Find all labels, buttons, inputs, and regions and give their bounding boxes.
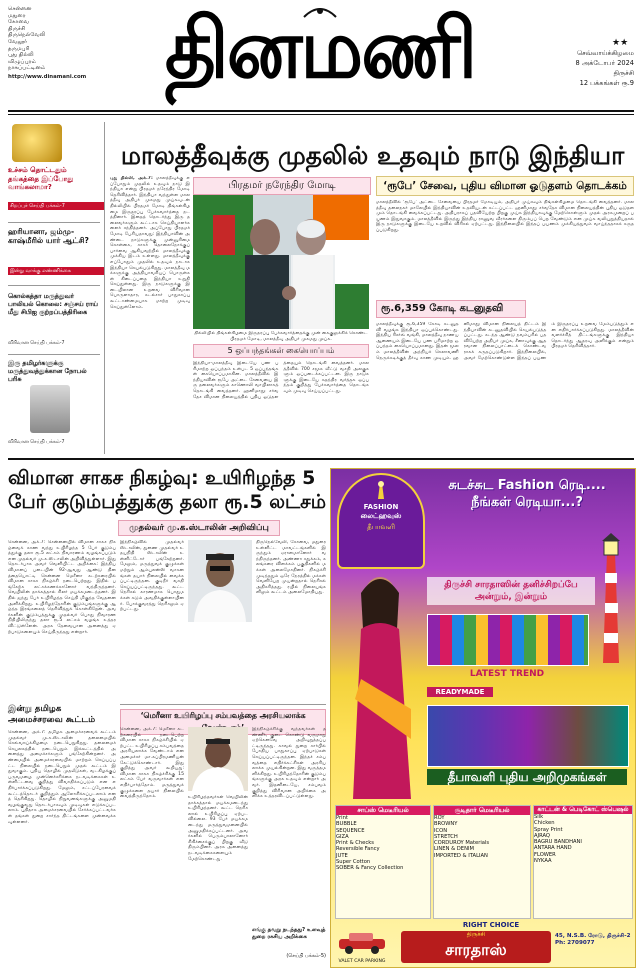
quote-body-3: இந்நிகழ்ச்சிக்கு வந்தவர்கள் தண்ணீர், குடை கொண்டு வருமாறு ஏற்கெனவே அறிவுறுத்தப்பட்டிருந்தது. காவல் துறை சார்பில் போதிய பாதுகாப்பு ஏற்பாடுகள் செய்யப்பட்டிருந்தன. இந்தச் சம்பவத்தை எதிர்க்கட்சிகள் அரசியலாக்க முயல்கின்றன. இது வருத்தமளிக்கிறது. உயிரிழந்தோரின் குடும்பங்களுக்கு அரசு உதவும் என்றார் அவர். இதனிடையே, சம்பவம் குறித்து விரிவான அறிக்கை அளிக்க உத்தரவிடப்பட்டுள்ளது. (252, 727, 326, 800)
teaser-card[interactable] (8, 355, 100, 453)
ad-brand-name: சாரதாஸ் (445, 940, 507, 959)
ad-saree-photo (427, 705, 629, 767)
ad-fabric-photo (427, 614, 589, 666)
saradhas-ad[interactable] (330, 468, 636, 968)
edition: சென்னை (8, 6, 32, 12)
ad-col-1-item: Reversible Fancy (336, 846, 380, 853)
agreements-box (193, 344, 369, 448)
ad-col-1 (335, 805, 431, 919)
issue-date: 8 அக்டோபர் 2024 (575, 59, 634, 67)
ad-badge-text: FASHION லைட்ஹவுஸ் (360, 503, 402, 520)
ad-col-3-item: AJRAQ (534, 832, 551, 839)
quote-box (120, 704, 326, 967)
ad-col-3-item: Spray Print (534, 826, 563, 833)
masthead-logo: தினமணி (164, 1, 476, 98)
handshake-photo (193, 195, 369, 329)
edition-list (8, 6, 87, 81)
continued-note[interactable]: (செய்தி பக்கம்-5) (286, 953, 326, 959)
quote-title: ‘மெரீனா உயிரிழப்பு சம்பவத்தை அரசியலாக்க (120, 709, 326, 735)
ad-col-2-item: ROY (434, 815, 445, 821)
teaser-link[interactable]: சிறப்புச் செய்தி பக்கம்-7 (8, 202, 104, 210)
cm-portrait (188, 540, 252, 622)
agreements-label: 5 ஒப்பந்தங்கள் கையொப்பம் (193, 344, 369, 358)
ad-col-1-item: BUBBLE (336, 821, 357, 828)
lead-headline: மாலத்தீவுக்கு முதலில் உதவும் நாடு இந்தியா (120, 141, 625, 170)
ad-badge (337, 473, 425, 569)
side-story-body-2: மாலத்தீவுக்கு ரூ.6,359 கோடி கடனுதவி வழங்க இந்தியா ஒப்புக்கொண்டது. இந்திய ரிசர்வ் வங்கி, மாலத்தீவு நாணய ஆணையம் இடையே பண பரிமாற்ற ஒப்பந்தம் கையொப்பமானது. இதன் மூலம் மாலத்தீவின் அந்நியச் செலாவணி நெருக்கடிக்குத் தீர்வு காண முடியும். ஹனிமாதூ விமான நிலையத் திட்டம் இந்தியாவின் கடனுதவியில் செயல்படுத்தப்பட்டது. கடந்த ஆண்டு நவம்பரில் பதவியேற்ற அதிபர் முய்சு, சீனாவுக்கு ஆதரவான நிலைப்பாட்டைக் கொண்டவராகக் கருதப்படுகிறார். இந்நிலையில், அவர் மேற்கொண்டுள்ள இந்தப் பயணம் இருதரப்பு உறவை மேம்படுத்தும் என எதிர்பார்க்கப்படுகிறது. மாலத்தீவின் வளர்ச்சித் திட்டங்களுக்கு இந்தியா தொடர்ந்து ஆதரவு அளிக்கும் என்றும் பிரதமர் தெரிவித்தார். (376, 322, 634, 361)
masthead-rule (8, 110, 634, 112)
ad-car (337, 931, 387, 963)
ad-brand-city: திருச்சி (466, 931, 486, 938)
edition: திருநெல்வேலி (8, 32, 46, 39)
ad-col-1-item: GIZA (336, 833, 349, 840)
minister-photo (188, 727, 248, 791)
ad-valet: VALET CAR PARKING (338, 959, 386, 964)
ad-col-2-title: சூடிதார் மெடீரியல் (434, 806, 530, 815)
third-body: சென்னை, அக்.7: தமிழக அமைச்சரவைக் கூட்டம் முதல்வர் மு.க.ஸ்டாலின் தலைமையில் செவ்வாய்க்கிழமை நடைபெறுகிறது. தலைமைச் செயலகத்தில் நடைபெறும் இக்கூட்டத்தில் அனைத்து அமைச்சர்களும் பங்கேற்கின்றனர். அண்மையில் அமைச்சரவையில் மாற்றம் செய்யப்பட்ட நிலையில் நடைபெறும் முதல் கூட்டம் இதுவாகும். புதிய தொழில் முதலீடுகள், வடகிழக்குப் பருவமழை முன்னெச்சரிக்கை நடவடிக்கைகள் உள்ளிட்டவை குறித்து விவாதிக்கப்படும் என எதிர்பார்க்கப்படுகிறது. மேலும், சட்டப்பேரவைக் கூட்டத்தொடர் குறித்தும் ஆலோசிக்கப்படலாம் எனத் தெரிகிறது. தொழில் நிறுவனங்களுக்கு அனுமதி வழங்குவது தொடர்பாகவும் முடிவுகள் எடுக்கப்படலாம். புதிதாக அமைச்சரவையில் சேர்க்கப்பட்டவர்கள் தங்கள் துறை சார்ந்த திட்டங்களை முன்வைக்கவுள்ளனர். (8, 730, 116, 825)
ad-lighthouse (593, 533, 629, 663)
section-rule (8, 458, 634, 460)
masthead-rule-thin (8, 114, 634, 115)
second-subhead: முதல்வர் மு.க.ஸ்டாலின் அறிவிப்பு (118, 520, 280, 536)
ad-col-2-item: ICON (434, 827, 448, 834)
teaser-title: கொல்கத்தா மருத்துவர் பாலியல் கொலை: சஞ்சய் ராய் மீது சிபிஐ குற்றப்பத்திரிகை (8, 292, 98, 316)
agreements-body: இந்தியா-மாலத்தீவு இடையே பண பரிமாற்ற ஒப்பந்தம் உள்பட 5 ஒப்பந்தங்கள் கையொப்பமாகின. மாலத்தீவில் இந்தியாவின் ரூபே அட்டை சேவையை இரு தலைவர்களும் காணொலி வாயிலாகத் தொடங்கி வைத்தனர். ஹனிமாதூ சர்வதேச விமான நிலையத்தில் புதிய ஓடுதளத்தையும் தொடங்கி வைத்தனர். மாலத்தீவில் 700 சமூக வீட்டு வசதி அலகுகளும் ஒப்படைக்கப்பட்டன. இரு நாடுகளுக்கு இடையே சுதந்திர வர்த்தக ஒப்பந்தம் குறித்து பேச்சுவார்த்தை தொடங்கவும் முடிவு செய்யப்பட்டது. (193, 361, 369, 400)
ad-col-1-item: JUTE (336, 852, 348, 859)
side-story-title: ‘ரூபே’ சேவை, புதிய விமான ஓடுதளம் தொடக்கம் (376, 176, 634, 196)
ad-col-3-item: NYKAA (534, 858, 552, 865)
issue-pages: 12 பக்கங்கள் ரூ.9 (579, 79, 634, 87)
ad-badge-sub: தீபாவளி (367, 523, 395, 531)
ad-col-1-item: Print & Checks (336, 840, 374, 847)
second-body-3: திருநெல்வேலி, கோவை, மதுரை உள்ளிட்ட மாவட்டங்களில் இருந்தும் ஏராளமானோர் வந்திருந்தனர். அண்ணா சதுக்கம், கலங்கரை விளக்கம் பகுதிகளில் மக்கள் அலைமோதினர். நிகழ்ச்சி முடிந்ததும் ஒரே நேரத்தில் மக்கள் வெளியேற முயன்றதால் நெரிசல் அதிகரித்தது. ரயில் நிலையங்களிலும் கூட்டம் அலைமோதியது. (256, 540, 326, 596)
quote-footer: எங்கு தவறு நடந்தது? உளவுத் துறை ரகசிய அறிக்கை (252, 927, 326, 940)
edition: வேலூர் (8, 38, 28, 45)
ad-col-2 (433, 805, 531, 919)
gold-photo (12, 124, 62, 162)
edition: விழுப்புரம் (8, 58, 37, 65)
ad-col-1-item: Super Cotton (336, 859, 371, 866)
edition: திருச்சி (8, 25, 26, 32)
edition: நாகப்பட்டினம் (8, 65, 46, 72)
ad-col-1-item: SOBER & Fancy Collection (336, 865, 404, 872)
teaser-title: ஹரியானா, ஜம்மு-காஷ்மீரில் யார் ஆட்சி? (8, 227, 89, 246)
issue-info (530, 48, 634, 88)
teaser-link[interactable]: விரிவான செய்தி பக்கம்-7 (8, 440, 65, 445)
ad-col-3-item: ANTARA HAND (534, 845, 572, 852)
third-title: இன்று தமிழக அமைச்சரவை கூட்டம் (8, 704, 96, 725)
lead-subhead: பிரதமர் நரேந்திர மோடி (193, 177, 371, 195)
second-body-1: சென்னை, அக்.7: சென்னையில் விமான சாகச நிகழ்வைக் காண வந்து உயிரிழந்த 5 பேர் குடும்பத்துக்கு தலா ரூ.5 லட்சம் நிவாரணம் வழங்கப்படும் என முதல்வர் மு.க.ஸ்டாலின் அறிவித்துள்ளார். இது தொடர்பாக அவர் வெளியிட்ட அறிக்கை: இந்திய விமானப் படையின் 92-ஆவது ஆண்டு தினத்தையொட்டி சென்னை மெரீனா கடற்கரையில் விமான சாகச நிகழ்ச்சி நடைபெற்றது. இதில் பங்கேற்க லட்சக்கணக்கானோர் வந்திருந்தனர். வெயிலின் தாக்கத்தால் சிலர் மயக்கமடைந்தனர். இதில் ஐந்து பேர் உயிரிழந்த செய்தி மிகுந்த வேதனை அளிக்கிறது. உயிரிழந்தோரின் குடும்பங்களுக்கு ஆழ்ந்த இரங்கலைத் தெரிவித்துக் கொள்கிறேன். அவர்களின் குடும்பத்துக்கு முதல்வர் பொது நிவாரண நிதியிலிருந்து தலா ரூ.5 லட்சம் வழங்க உத்தரவிட்டுள்ளேன். அரசு தேவையான அனைத்து ஏற்பாடுகளையும் செய்திருந்தது என்றார். (8, 540, 116, 635)
lighthouse-art (593, 533, 629, 663)
side-story-amount: ரூ.6,359 கோடி கடனுதவி (376, 300, 526, 318)
teaser-link[interactable]: விரிவான செய்தி பக்கம்-7 (8, 341, 65, 346)
edition: புது தில்லி (8, 52, 34, 59)
lead-photo-caption: தில்லியில் திங்கள்கிழமை இருதரப்பு பேச்சுவார்த்தைக்கு முன் கைகுலுக்கிக் கொண்ட பிரதமர் மோடி, மாலத்தீவு அதிபர் முகமது முய்சு. (194, 331, 368, 342)
edition: கோவை (8, 19, 30, 26)
side-story-body: மாலத்தீவில் ‘ரூபே’ அட்டை சேவையை பிரதமர் மோடியும், அதிபர் முய்சுவும் திங்கள்கிழமை தொடங்கி வைத்தனர். மாலத்தீவு தலைநகர் மாலேயில் இந்தியாவின் உதவியுடன் கட்டப்பட்ட ஹனிமாதூ சர்வதேச விமான நிலையத்தின் புதிய ஓடுதளமும் தொடங்கி வைக்கப்பட்டது. அதிபராகப் பதவியேற்ற பிறகு முய்சு இந்தியாவுக்கு மேற்கொள்ளும் முதல் அரசுமுறைப் பயணம் இதுவாகும். மாலத்தீவில் இருந்து இந்திய ராணுவ வீரர்களை திரும்பப் பெற வேண்டும் என முய்சு வலியுறுத்தியதால் இரு நாடுகளுக்கு இடையே உறவில் விரிசல் ஏற்பட்டது. இந்நிலையில் இந்தப் பயணம் முக்கியத்துவம் வாய்ந்ததாகக் கருதப்படுகிறது. (376, 200, 634, 233)
ad-brand (401, 931, 551, 963)
lead-photo (193, 195, 369, 329)
ad-latest: LATEST TREND (469, 669, 545, 679)
minister-portrait (188, 727, 248, 791)
model-art (337, 569, 423, 799)
stars: ★★ (612, 38, 629, 48)
teaser-card[interactable] (8, 122, 100, 223)
quote-body-1: சென்னை, அக்.7: மெரீனா கடற்கரையில் நடைபெற்ற விமான சாகச நிகழ்ச்சியில் ஏற்பட்ட உயிரிழப்பு சம்பவத்தை அரசியலாக்க வேண்டாம் என அமைச்சர் மா.சுப்பிரமணியன் கேட்டுக்கொண்டார். இது குறித்து அவர் கூறியது: விமான சாகச நிகழ்ச்சிக்கு 15 லட்சம் பேர் வருவார்கள் என எதிர்பார்த்தோம். மருத்துவக் குழுக்களை தயார் நிலையில் வைத்திருந்தோம். (120, 727, 184, 800)
edition: தருமபுரி (8, 45, 30, 52)
ad-col-3-item: Chicken (534, 820, 555, 827)
stalin-photo (188, 540, 252, 622)
teaser-title: இரு தமிழர்களுக்கு மருத்துவத்துக்கான நோபல் பரிசு (8, 359, 87, 383)
ad-col-3-item: BAGRU BANDHANI (534, 839, 582, 846)
ad-col-1-title: சாப்ஸ் மெடீரியல் (336, 806, 430, 815)
ad-col-2-item: LINEN & DENIM (434, 846, 474, 853)
teaser-link[interactable]: இன்று வாக்கு எண்ணிக்கை (8, 267, 104, 275)
teaser-title: உச்சம் தொட்டதும் தங்கத்தை இப்போது வாங்கலாமா? (8, 166, 74, 192)
ad-model-photo (337, 569, 423, 799)
car-icon (337, 931, 387, 955)
ad-col-3 (533, 805, 633, 919)
ad-tagline: திருச்சி சாரதாஸின் தனிச்சிறப்பே அன்றும், இன்றும் (427, 577, 595, 605)
issue-city: திருச்சி (613, 69, 634, 77)
nobel-photo (30, 385, 70, 433)
ad-col-2-item: CORDUROY Materials (434, 840, 490, 847)
left-column (8, 122, 100, 454)
second-body-2: இந்நிகழ்வில் முதல்வர் ஸ்டாலின், துணை முதல்வர் உதயநிதி ஸ்டாலின் உள்ளிட்டோர் பங்கேற்றனர். மேலும், மருத்துவக் குழுக்கள் மற்றும் ஆம்புலன்ஸ் வாகனங்கள் தயார் நிலையில் வைக்கப்பட்டிருந்தன. குடிநீர் வசதி செய்யப்பட்டிருந்தது. கூட்ட நெரிசல் காரணமாக பொதுமக்கள் கடும் அவதிக்குள்ளாயினர். போக்குவரத்து நெரிசலும் ஏற்பட்டது. (120, 540, 184, 613)
ad-col-3-item: Silk (534, 814, 544, 820)
lead-body: புது தில்லி, அக்.7: மாலத்தீவுக்கு எப்போதும் முதலில் உதவும் நாடு இந்தியா என்று பிரதமர் நரேந்திர மோடி தெரிவித்தார். இந்தியா வந்துள்ள மாலத்தீவு அதிபர் முகமது முய்சுவுடன் தில்லியில் பிரதமர் மோடி திங்கள்கிழமை இருதரப்பு பேச்சுவார்த்தை நடத்தினார். இதைத் தொடர்ந்து இரு தலைவர்களும் கூட்டாக செய்தியாளர்களைச் சந்தித்தனர். அப்போது பிரதமர் மோடி பேசியதாவது: இந்தியாவின் அண்டை நாடுகளுக்கு முன்னுரிமை கொள்கை, சாகர் தொலைநோக்குப் பார்வை ஆகியவற்றில் மாலத்தீவுக்கு முக்கிய இடம் உள்ளது. மாலத்தீவுக்கு எப்போதும் முதலில் உதவும் நாடாக இந்தியா செயல்படுகிறது. மாலத்தீவு மக்களுக்கு அத்தியாவசியப் பொருள்கள் கிடைப்பதை இந்தியா உறுதி செய்துள்ளது. இரு நாடுகளுக்கு இடையிலான உறவை விரிவான பொருளாதார, கடல்சார் பாதுகாப்பு கூட்டாண்மையாக மாற்ற முடிவு செய்துள்ளோம். (110, 176, 190, 310)
column-divider (104, 122, 105, 454)
ad-headline: சுடச்சுட Fashion ரெடி.... நீங்கள் ரெடியா...? (448, 478, 606, 510)
edition: மதுரை (8, 12, 26, 19)
teaser-card[interactable] (8, 286, 100, 355)
ad-col-1-item: SEQUENCE (336, 827, 365, 834)
second-headline: விமான சாகச நிகழ்வு: உயிரிழந்த 5 பேர் குடும்பத்துக்கு தலா ரூ.5 லட்சம் (8, 467, 326, 513)
ad-right-choice: RIGHT CHOICE (462, 921, 520, 929)
lead-body-col (110, 176, 190, 448)
ad-col-2-item: STRETCH (434, 833, 458, 840)
side-story (376, 176, 634, 448)
ad-readymade: READYMADE (427, 687, 493, 697)
ad-col-3-item: FLOWER (534, 851, 556, 858)
ad-col-2-item: IMPORTED & ITALIAN (434, 852, 488, 859)
ad-address: 45, N.S.B. ரோடு, திருச்சி-2 Ph: 2709077 (555, 933, 631, 946)
ad-col-2-item: BROWNY (434, 821, 458, 828)
lighthouse-icon (366, 481, 396, 499)
ad-col-3-title: காட்டன் & பெடிகோட் ஸ்பெஷல் (534, 806, 632, 814)
quote-body-2: உயிரிழந்தவர்கள் வெயிலின் தாக்கத்தால் மயக்கமடைந்து உயிரிழந்தனர். கூட்ட நெரிசலால் உயிரிழப்பு ஏற்படவில்லை. 93 பேர் மயக்கமடைந்து மருத்துவமனையில் அனுமதிக்கப்பட்டனர். அவர்களில் பெரும்பாலானோர் சிகிச்சைக்குப் பிறகு வீடு திரும்பினர். அரசு அனைத்து நடவடிக்கைகளையும் மேற்கொண்டது. (188, 795, 248, 862)
lead-dateline: புது தில்லி, அக்.7: (110, 176, 153, 181)
ad-offer: தீபாவளி புதிய அறிமுகங்கள் (427, 769, 627, 785)
ad-col-1-item: Print (336, 815, 348, 821)
teaser-card[interactable] (8, 223, 100, 286)
issue-day: செவ்வாய்க்கிழமை (577, 49, 634, 57)
website-link[interactable]: http://www.dinamani.com (8, 73, 87, 80)
